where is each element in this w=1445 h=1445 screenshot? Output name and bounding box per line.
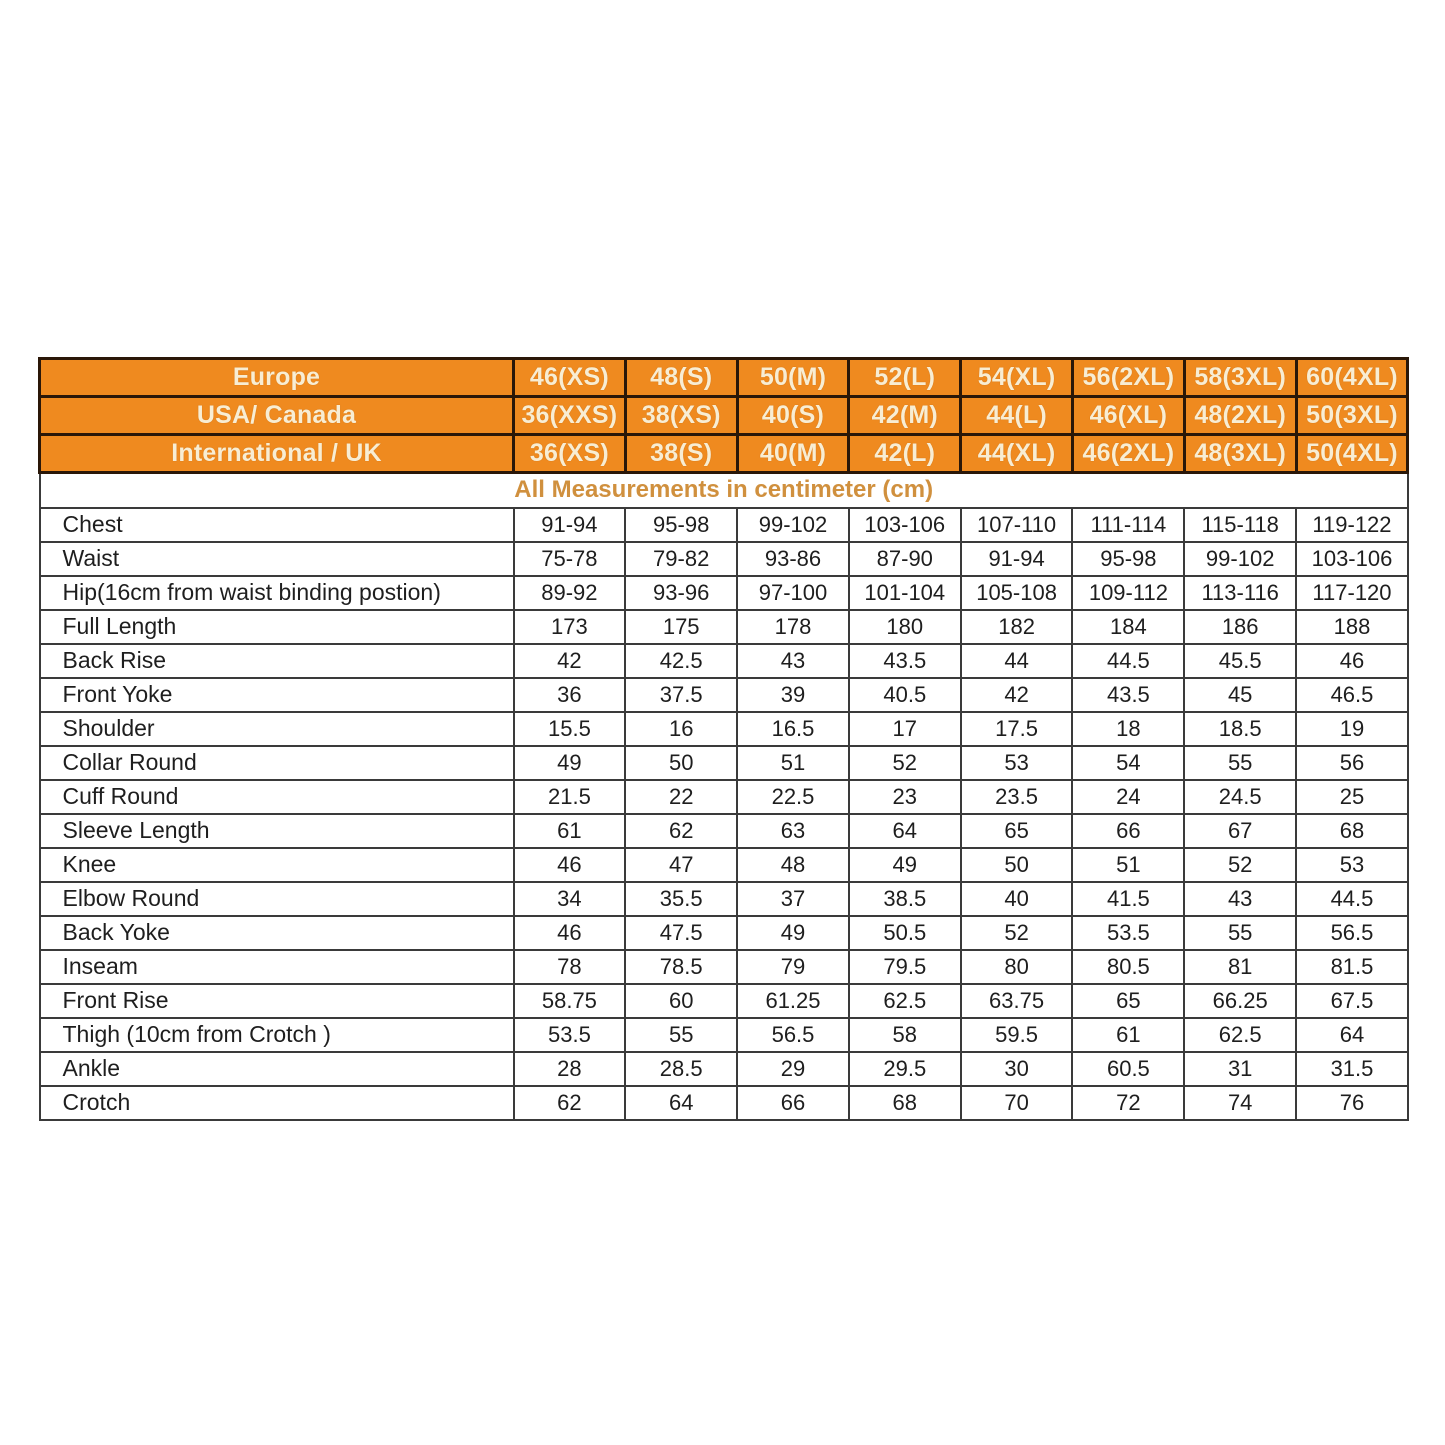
- measurement-value-cell: 46: [1296, 644, 1408, 678]
- measurement-value-cell: 49: [514, 746, 626, 780]
- size-system-row: [40, 397, 1408, 435]
- size-system-row: [40, 359, 1408, 397]
- measurement-label: Back Rise: [40, 644, 514, 678]
- measurement-value-cell: 67: [1184, 814, 1296, 848]
- measurement-value-cell: 62.5: [849, 984, 961, 1018]
- measurement-value-cell: 47: [625, 848, 737, 882]
- size-system-row: [40, 435, 1408, 473]
- measurement-value-cell: 173: [514, 610, 626, 644]
- measurement-value-cell: 56.5: [1296, 916, 1408, 950]
- measurement-value-cell: 184: [1072, 610, 1184, 644]
- table-row: [40, 984, 1408, 1018]
- measurement-value-cell: 25: [1296, 780, 1408, 814]
- measurement-value-cell: 107-110: [961, 508, 1073, 542]
- measurement-value-cell: 91-94: [961, 542, 1073, 576]
- measurement-value-cell: 62: [625, 814, 737, 848]
- size-chart: [38, 357, 1407, 1121]
- size-header-cell: 48(2XL): [1184, 397, 1296, 435]
- measurement-value-cell: 65: [961, 814, 1073, 848]
- size-system-label: International / UK: [40, 435, 514, 473]
- measurement-value-cell: 51: [1072, 848, 1184, 882]
- measurement-value-cell: 111-114: [1072, 508, 1184, 542]
- measurement-label: Chest: [40, 508, 514, 542]
- measurement-value-cell: 38.5: [849, 882, 961, 916]
- measurement-value-cell: 89-92: [514, 576, 626, 610]
- table-row: [40, 508, 1408, 542]
- measurement-value-cell: 23: [849, 780, 961, 814]
- size-header-cell: 50(M): [737, 359, 849, 397]
- size-header-cell: 42(M): [849, 397, 961, 435]
- measurement-value-cell: 52: [1184, 848, 1296, 882]
- size-header-cell: 54(XL): [961, 359, 1073, 397]
- measurement-value-cell: 22.5: [737, 780, 849, 814]
- size-header-cell: 44(L): [961, 397, 1073, 435]
- measurement-value-cell: 53.5: [1072, 916, 1184, 950]
- size-header-cell: 50(4XL): [1296, 435, 1408, 473]
- table-row: [40, 576, 1408, 610]
- measurement-value-cell: 67.5: [1296, 984, 1408, 1018]
- table-row: [40, 882, 1408, 916]
- measurement-value-cell: 62: [514, 1086, 626, 1120]
- measurement-value-cell: 16: [625, 712, 737, 746]
- measurement-label: Hip(16cm from waist binding postion): [40, 576, 514, 610]
- measurement-value-cell: 53.5: [514, 1018, 626, 1052]
- measurement-value-cell: 97-100: [737, 576, 849, 610]
- measurement-value-cell: 24.5: [1184, 780, 1296, 814]
- measurement-value-cell: 46.5: [1296, 678, 1408, 712]
- measurement-value-cell: 53: [961, 746, 1073, 780]
- table-row: [40, 678, 1408, 712]
- measurement-value-cell: 64: [625, 1086, 737, 1120]
- table-row: [40, 746, 1408, 780]
- measurement-value-cell: 51: [737, 746, 849, 780]
- measurement-value-cell: 65: [1072, 984, 1184, 1018]
- measurement-value-cell: 23.5: [961, 780, 1073, 814]
- size-header-cell: 48(3XL): [1184, 435, 1296, 473]
- measurement-value-cell: 103-106: [1296, 542, 1408, 576]
- measurement-value-cell: 46: [514, 848, 626, 882]
- measurement-value-cell: 28.5: [625, 1052, 737, 1086]
- measurement-value-cell: 182: [961, 610, 1073, 644]
- measurement-value-cell: 42.5: [625, 644, 737, 678]
- measurement-label: Cuff Round: [40, 780, 514, 814]
- size-header-cell: 36(XXS): [514, 397, 626, 435]
- note-row: [40, 473, 1408, 508]
- measurement-value-cell: 62.5: [1184, 1018, 1296, 1052]
- measurement-value-cell: 44: [961, 644, 1073, 678]
- measurement-value-cell: 31: [1184, 1052, 1296, 1086]
- size-system-label: USA/ Canada: [40, 397, 514, 435]
- measurement-value-cell: 78: [514, 950, 626, 984]
- measurement-value-cell: 50: [625, 746, 737, 780]
- measurement-value-cell: 117-120: [1296, 576, 1408, 610]
- measurement-value-cell: 34: [514, 882, 626, 916]
- measurement-value-cell: 103-106: [849, 508, 961, 542]
- measurement-value-cell: 80.5: [1072, 950, 1184, 984]
- measurement-value-cell: 15.5: [514, 712, 626, 746]
- size-header-cell: 40(S): [737, 397, 849, 435]
- measurement-value-cell: 95-98: [625, 508, 737, 542]
- measurement-unit-note: All Measurements in centimeter (cm): [40, 473, 1408, 508]
- measurement-value-cell: 79-82: [625, 542, 737, 576]
- measurement-value-cell: 63.75: [961, 984, 1073, 1018]
- measurement-value-cell: 55: [625, 1018, 737, 1052]
- size-header-cell: 46(2XL): [1072, 435, 1184, 473]
- measurement-value-cell: 35.5: [625, 882, 737, 916]
- measurement-value-cell: 66: [737, 1086, 849, 1120]
- measurement-value-cell: 178: [737, 610, 849, 644]
- measurement-value-cell: 46: [514, 916, 626, 950]
- measurement-value-cell: 42: [961, 678, 1073, 712]
- size-header-cell: 48(S): [625, 359, 737, 397]
- measurement-value-cell: 40.5: [849, 678, 961, 712]
- measurement-value-cell: 188: [1296, 610, 1408, 644]
- measurement-value-cell: 55: [1184, 916, 1296, 950]
- measurement-value-cell: 66.25: [1184, 984, 1296, 1018]
- size-header-cell: 58(3XL): [1184, 359, 1296, 397]
- size-header-cell: 38(S): [625, 435, 737, 473]
- measurement-value-cell: 60: [625, 984, 737, 1018]
- measurement-label: Ankle: [40, 1052, 514, 1086]
- measurement-value-cell: 50: [961, 848, 1073, 882]
- size-header-cell: 60(4XL): [1296, 359, 1408, 397]
- measurement-value-cell: 63: [737, 814, 849, 848]
- measurement-value-cell: 109-112: [1072, 576, 1184, 610]
- measurement-value-cell: 44.5: [1296, 882, 1408, 916]
- measurement-value-cell: 45.5: [1184, 644, 1296, 678]
- measurement-value-cell: 119-122: [1296, 508, 1408, 542]
- measurement-value-cell: 17: [849, 712, 961, 746]
- measurement-value-cell: 79.5: [849, 950, 961, 984]
- measurement-value-cell: 49: [737, 916, 849, 950]
- measurement-value-cell: 101-104: [849, 576, 961, 610]
- measurement-value-cell: 49: [849, 848, 961, 882]
- measurement-value-cell: 16.5: [737, 712, 849, 746]
- measurement-value-cell: 79: [737, 950, 849, 984]
- measurement-value-cell: 31.5: [1296, 1052, 1408, 1086]
- size-header-cell: 50(3XL): [1296, 397, 1408, 435]
- measurement-value-cell: 115-118: [1184, 508, 1296, 542]
- measurement-value-cell: 40: [961, 882, 1073, 916]
- measurement-value-cell: 99-102: [1184, 542, 1296, 576]
- measurement-label: Elbow Round: [40, 882, 514, 916]
- measurement-value-cell: 42: [514, 644, 626, 678]
- table-row: [40, 950, 1408, 984]
- measurement-value-cell: 105-108: [961, 576, 1073, 610]
- measurement-value-cell: 186: [1184, 610, 1296, 644]
- measurement-value-cell: 36: [514, 678, 626, 712]
- measurement-value-cell: 87-90: [849, 542, 961, 576]
- measurement-value-cell: 43.5: [1072, 678, 1184, 712]
- size-header-cell: 46(XL): [1072, 397, 1184, 435]
- measurement-value-cell: 50.5: [849, 916, 961, 950]
- size-header-cell: 56(2XL): [1072, 359, 1184, 397]
- measurement-value-cell: 54: [1072, 746, 1184, 780]
- measurement-value-cell: 24: [1072, 780, 1184, 814]
- measurement-value-cell: 64: [849, 814, 961, 848]
- table-row: [40, 712, 1408, 746]
- size-header-cell: 40(M): [737, 435, 849, 473]
- measurement-value-cell: 58.75: [514, 984, 626, 1018]
- measurement-value-cell: 29: [737, 1052, 849, 1086]
- measurement-value-cell: 19: [1296, 712, 1408, 746]
- measurement-value-cell: 113-116: [1184, 576, 1296, 610]
- measurement-label: Crotch: [40, 1086, 514, 1120]
- measurement-label: Waist: [40, 542, 514, 576]
- measurement-value-cell: 93-86: [737, 542, 849, 576]
- measurement-value-cell: 43.5: [849, 644, 961, 678]
- measurement-value-cell: 39: [737, 678, 849, 712]
- measurement-label: Knee: [40, 848, 514, 882]
- measurement-value-cell: 99-102: [737, 508, 849, 542]
- measurement-value-cell: 58: [849, 1018, 961, 1052]
- measurement-value-cell: 21.5: [514, 780, 626, 814]
- table-row: [40, 814, 1408, 848]
- measurement-value-cell: 29.5: [849, 1052, 961, 1086]
- table-row: [40, 542, 1408, 576]
- measurement-value-cell: 81: [1184, 950, 1296, 984]
- table-row: [40, 644, 1408, 678]
- measurement-value-cell: 56: [1296, 746, 1408, 780]
- measurement-value-cell: 81.5: [1296, 950, 1408, 984]
- measurement-value-cell: 53: [1296, 848, 1408, 882]
- measurement-value-cell: 30: [961, 1052, 1073, 1086]
- measurement-value-cell: 64: [1296, 1018, 1408, 1052]
- measurement-value-cell: 76: [1296, 1086, 1408, 1120]
- measurement-value-cell: 41.5: [1072, 882, 1184, 916]
- table-row: [40, 1052, 1408, 1086]
- measurement-value-cell: 91-94: [514, 508, 626, 542]
- size-header-cell: 36(XS): [514, 435, 626, 473]
- measurement-value-cell: 68: [1296, 814, 1408, 848]
- measurement-value-cell: 78.5: [625, 950, 737, 984]
- table-row: [40, 780, 1408, 814]
- measurement-value-cell: 55: [1184, 746, 1296, 780]
- measurement-label: Thigh (10cm from Crotch ): [40, 1018, 514, 1052]
- measurement-value-cell: 52: [961, 916, 1073, 950]
- measurement-value-cell: 59.5: [961, 1018, 1073, 1052]
- measurement-label: Front Yoke: [40, 678, 514, 712]
- measurement-label: Sleeve Length: [40, 814, 514, 848]
- measurement-value-cell: 44.5: [1072, 644, 1184, 678]
- measurement-value-cell: 180: [849, 610, 961, 644]
- measurement-value-cell: 48: [737, 848, 849, 882]
- measurement-value-cell: 61: [1072, 1018, 1184, 1052]
- measurement-value-cell: 52: [849, 746, 961, 780]
- measurements-body: [40, 473, 1408, 1120]
- measurement-value-cell: 43: [1184, 882, 1296, 916]
- measurement-value-cell: 74: [1184, 1086, 1296, 1120]
- size-header-cell: 44(XL): [961, 435, 1073, 473]
- measurement-value-cell: 47.5: [625, 916, 737, 950]
- measurement-value-cell: 72: [1072, 1086, 1184, 1120]
- measurement-label: Full Length: [40, 610, 514, 644]
- measurement-label: Back Yoke: [40, 916, 514, 950]
- measurement-value-cell: 37.5: [625, 678, 737, 712]
- measurement-value-cell: 70: [961, 1086, 1073, 1120]
- size-header-cell: 42(L): [849, 435, 961, 473]
- measurement-value-cell: 17.5: [961, 712, 1073, 746]
- measurement-value-cell: 45: [1184, 678, 1296, 712]
- measurement-value-cell: 22: [625, 780, 737, 814]
- size-system-label: Europe: [40, 359, 514, 397]
- measurement-label: Collar Round: [40, 746, 514, 780]
- measurement-value-cell: 18: [1072, 712, 1184, 746]
- measurement-value-cell: 56.5: [737, 1018, 849, 1052]
- measurement-value-cell: 175: [625, 610, 737, 644]
- size-header-cell: 46(XS): [514, 359, 626, 397]
- measurement-value-cell: 93-96: [625, 576, 737, 610]
- measurement-label: Front Rise: [40, 984, 514, 1018]
- measurement-value-cell: 43: [737, 644, 849, 678]
- size-systems-header: [40, 359, 1408, 473]
- measurement-label: Shoulder: [40, 712, 514, 746]
- measurement-value-cell: 61.25: [737, 984, 849, 1018]
- size-header-cell: 52(L): [849, 359, 961, 397]
- table-row: [40, 848, 1408, 882]
- table-row: [40, 1018, 1408, 1052]
- measurement-value-cell: 60.5: [1072, 1052, 1184, 1086]
- measurement-value-cell: 66: [1072, 814, 1184, 848]
- measurement-value-cell: 18.5: [1184, 712, 1296, 746]
- table-row: [40, 1086, 1408, 1120]
- size-chart-table: [38, 357, 1409, 1121]
- table-row: [40, 610, 1408, 644]
- measurement-value-cell: 75-78: [514, 542, 626, 576]
- measurement-label: Inseam: [40, 950, 514, 984]
- table-row: [40, 916, 1408, 950]
- measurement-value-cell: 61: [514, 814, 626, 848]
- measurement-value-cell: 37: [737, 882, 849, 916]
- size-header-cell: 38(XS): [625, 397, 737, 435]
- measurement-value-cell: 95-98: [1072, 542, 1184, 576]
- measurement-value-cell: 80: [961, 950, 1073, 984]
- measurement-value-cell: 28: [514, 1052, 626, 1086]
- measurement-value-cell: 68: [849, 1086, 961, 1120]
